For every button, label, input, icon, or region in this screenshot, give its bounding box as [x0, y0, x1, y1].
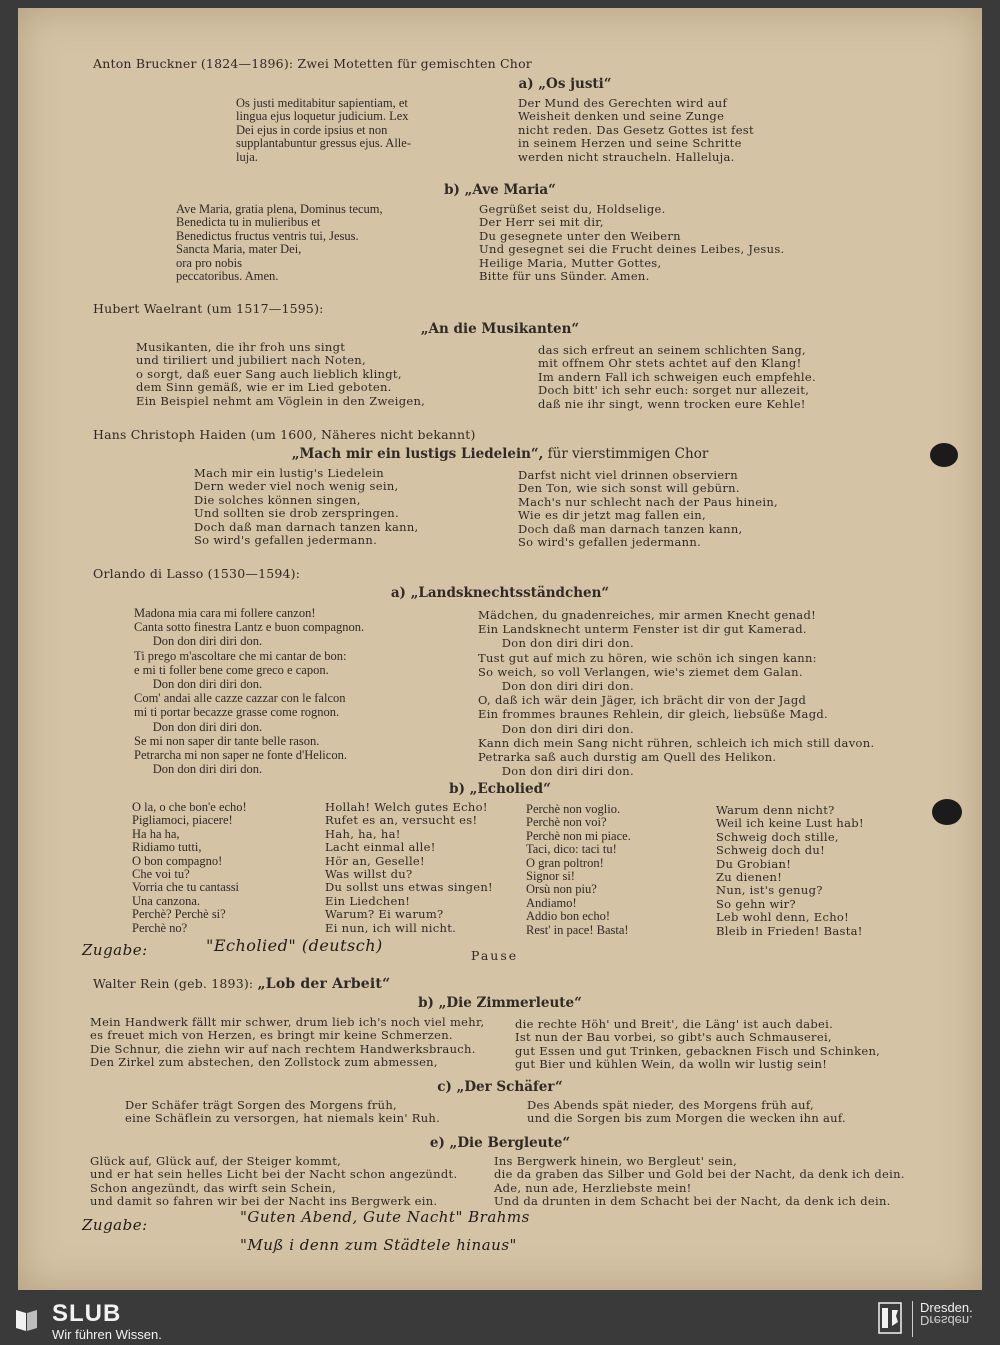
bergleute-title-text: e) „Die Bergleute“	[429, 1135, 571, 1151]
dresden-wordmark	[920, 1301, 973, 1327]
zugabe-label-1: Zugabe:	[82, 941, 148, 959]
schaefer-title	[18, 1079, 982, 1095]
liedelein-title-suffix: für vierstimmigen Chor	[543, 446, 709, 462]
zugabe-handwritten-1	[82, 941, 148, 959]
ave-maria-latin: Ave Maria, gratia plena, Dominus tecum, Benedicta tu in mulieribus et Benedictus fructus ventris tui, Jesus. Sancta Maria, mater Dei, ora pro nobis peccatoribus. Amen.	[176, 202, 383, 284]
echolied-col2: Hollah! Welch gutes Echo! Rufet es an, versucht es! Hah, ha, ha! Lacht einmal alle! Hör an, Geselle! Was willst du? Du sollst uns etwas singen! Ein Liedchen! Warum? Ei warum? Ei nun, ich will nicht.	[325, 800, 493, 935]
ink-stain-upper	[930, 443, 958, 467]
liedelein-title-text: „Mach mir ein lustigs Liedelein“,	[291, 446, 544, 462]
bruckner-header: Anton Bruckner (1824—1896): Zwei Motetten für gemischten Chor	[93, 56, 532, 71]
liedelein-left: Mach mir ein lustig's Liedelein Dern weder viel noch wenig sein, Die solches können singen, Und sollten sie drob zerspringen. Doch daß man darnach tanzen kann, So wird's gefallen jedermann.	[194, 466, 419, 548]
landsknecht-italian: Madona mia cara mi follere canzon! Canta sotto finestra Lantz e buon compagnon. Don don diri diri don. Ti prego m'ascoltare che mi cantar de bon: e mi ti foller bene come greco e capon. Don don diri diri don. Com' andai alle cazze cazzar con le falcon mi ti portar becazze grasse come rognon. Don don diri diri don. Se mi non saper dir tante belle rason. Petrarcha mi non saper ne fonte d'Helicon. Don don diri diri don.	[134, 606, 365, 777]
program-page	[18, 8, 982, 1290]
os-justi-german: Der Mund des Gerechten wird auf Weisheit denken und seine Zunge nicht reden. Das Gesetz Gottes ist fest in seinem Herzen und seine Schritte werden nicht straucheln. Halleluja.	[518, 96, 754, 164]
zugabe-line-2a: "Guten Abend, Gute Nacht" Brahms	[240, 1208, 530, 1226]
zimmerleute-right: die rechte Höh' und Breit', die Läng' ist auch dabei. Ist nun der Bau vorbei, so gibt's auch Schmauserei, gut Essen und gut Trinken, gebacknen Fisch und Schinken, gut Bier und kühlen Wein, da wolln wir lustig sein!	[515, 1017, 881, 1072]
slub-tagline: Wir führen Wissen.	[52, 1327, 162, 1342]
zugabe-text-1: "Echolied" (deutsch)	[206, 936, 383, 955]
musikanten-right: das sich erfreut an seinem schlichten Sang, mit offnem Ohr stets achtet auf den Klang! Im andern Fall ich schweigen euch empfehle. Doch bitt' ich sehr euch: sorget nur allezeit, daß nie ihr singt, wenn trocken eure Kehle!	[538, 343, 816, 411]
bergleute-left: Glück auf, Glück auf, der Steiger kommt, und er hat sein helles Licht bei der Nacht schon angezündt. Schon angezündt, das wirft sein Schein, und damit so fahren wir bei der Nacht ins Bergwerk ein.	[90, 1154, 458, 1209]
zimmerleute-left: Mein Handwerk fällt mir schwer, drum lieb ich's noch viel mehr, es freuet mich von Herzen, es bringt mir keine Schmerzen. Die Schnur, die ziehn wir auf nach rechtem Handwerksbrauch. Den Zirkel zum abstechen, den Zollstock zum abmessen,	[90, 1015, 485, 1070]
ave-maria-title	[18, 182, 982, 198]
ave-maria-title-text: b) „Ave Maria“	[444, 182, 556, 198]
schaefer-left: Der Schäfer trägt Sorgen des Morgens früh, eine Schäflein zu versorgen, hat niemals kein' Ruh.	[125, 1098, 441, 1126]
rein-header-text: Walter Rein (geb. 1893):	[93, 976, 254, 991]
ink-stain-lower	[932, 799, 962, 825]
landsknecht-title-text: a) „Landsknechtsständchen“	[390, 585, 610, 601]
musikanten-left: Musikanten, die ihr froh uns singt und tiriliert und jubiliert nach Noten, o sorgt, daß euer Sang auch lieblich klingt, dem Sinn gemäß, wie er im Lied geboten. Ein Beispiel nehmt am Vöglein in den Zweigen,	[136, 340, 426, 408]
dresden-text: Dresden.	[920, 1300, 973, 1315]
logo-separator	[912, 1301, 913, 1337]
landsknecht-german: Mädchen, du gnadenreiches, mir armen Knecht genad! Ein Landsknecht unterm Fenster ist dir gut Kamerad. Don don diri diri don. Tust gut auf mich zu hören, wie schön ich singen kann: So weich, so voll Verlangen, wie's ziemet dem Galan. Don don diri diri don. O, daß ich wär dein Jäger, ich brächt dir von der Jagd Ein frommes braunes Rehlein, dir gleich, liebsüße Magd. Don don diri diri don. Kann dich mein Sang nicht rühren, schleich ich mich still davon. Petrarka saß auch durstig am Quell des Helikon. Don don diri diri don.	[478, 608, 875, 779]
footer-bar	[0, 1297, 1000, 1345]
echolied-col3: Perchè non voglio. Perchè non voi? Perchè non mi piace. Taci, dico: taci tu! O gran poltron! Signor si! Orsù non piu? Andiamo! Addio bon echo! Rest' in pace! Basta!	[526, 802, 631, 937]
schaefer-right: Des Abends spät nieder, des Morgens früh auf, und die Sorgen bis zum Morgen die wecken ihn auf.	[527, 1098, 846, 1126]
bergleute-title	[18, 1135, 982, 1151]
zimmerleute-title-text: b) „Die Zimmerleute“	[418, 995, 582, 1011]
zugabe-label-2: Zugabe:	[82, 1216, 148, 1234]
echolied-title-text: b) „Echolied“	[449, 781, 551, 797]
pause-label: Pause	[471, 948, 519, 963]
landsknecht-title	[18, 585, 982, 601]
rein-work-title: „Lob der Arbeit“	[257, 976, 391, 992]
echolied-title	[18, 781, 982, 797]
liedelein-title	[18, 446, 982, 462]
os-justi-title	[83, 76, 1000, 92]
bergleute-right: Ins Bergwerk hinein, wo Bergleut' sein, die da graben das Silber und Gold bei der Nacht, da denk ich dein. Ade, nun ade, Herzliebste mein! Und da drunten in dem Schacht bei der Nacht, da denk ich dein.	[494, 1154, 905, 1209]
dresden-text-mirror: Dresden.	[920, 1313, 973, 1328]
musikanten-title	[18, 321, 982, 337]
slub-name: SLUB	[52, 1300, 122, 1327]
dresden-coat-of-arms-icon	[878, 1302, 902, 1334]
os-justi-title-text: a) „Os justi“	[518, 76, 612, 92]
echolied-col4: Warum denn nicht? Weil ich keine Lust hab! Schweig doch stille, Schweig doch du! Du Grobian! Zu dienen! Nun, ist's genug? So gehn wir? Leb wohl denn, Echo! Bleib in Frieden! Basta!	[716, 803, 864, 938]
zugabe-line-2b: "Muß i denn zum Städtele hinaus"	[240, 1236, 517, 1254]
lasso-header: Orlando di Lasso (1530—1594):	[93, 566, 301, 581]
echolied-col1: O la, o che bon'e echo! Pigliamoci, piacere! Ha ha ha, Ridiamo tutti, O bon compagno! Che voi tu? Vorria che tu cantassi Una canzona. Perchè? Perchè si? Perchè no?	[132, 800, 247, 935]
ave-maria-german: Gegrüßet seist du, Holdselige. Der Herr sei mit dir, Du gesegnete unter den Weibern Und gesegnet sei die Frucht deines Leibes, Jesus. Heilige Maria, Mutter Gottes, Bitte für uns Sünder. Amen.	[479, 202, 785, 284]
rein-header	[93, 976, 390, 992]
liedelein-right: Darfst nicht viel drinnen observiern Den Ton, wie sich sonst will gebürn. Mach's nur schlecht nach der Paus hinein, Wie es dir jetzt mag fallen ein, Doch daß man darnach tanzen kann, So wird's gefallen jedermann.	[518, 468, 778, 550]
waelrant-header: Hubert Waelrant (um 1517—1595):	[93, 301, 324, 316]
zimmerleute-title	[18, 995, 982, 1011]
os-justi-latin: Os justi meditabitur sapientiam, et lingua ejus loquetur judicium. Lex Dei ejus in corde ipsius et non supplantabuntur gressus ejus. Alle- luja.	[236, 96, 411, 164]
slub-book-icon	[12, 1306, 40, 1334]
musikanten-title-text: „An die Musikanten“	[420, 321, 580, 337]
schaefer-title-text: c) „Der Schäfer“	[437, 1079, 563, 1095]
haiden-header: Hans Christoph Haiden (um 1600, Näheres nicht bekannt)	[93, 427, 476, 442]
